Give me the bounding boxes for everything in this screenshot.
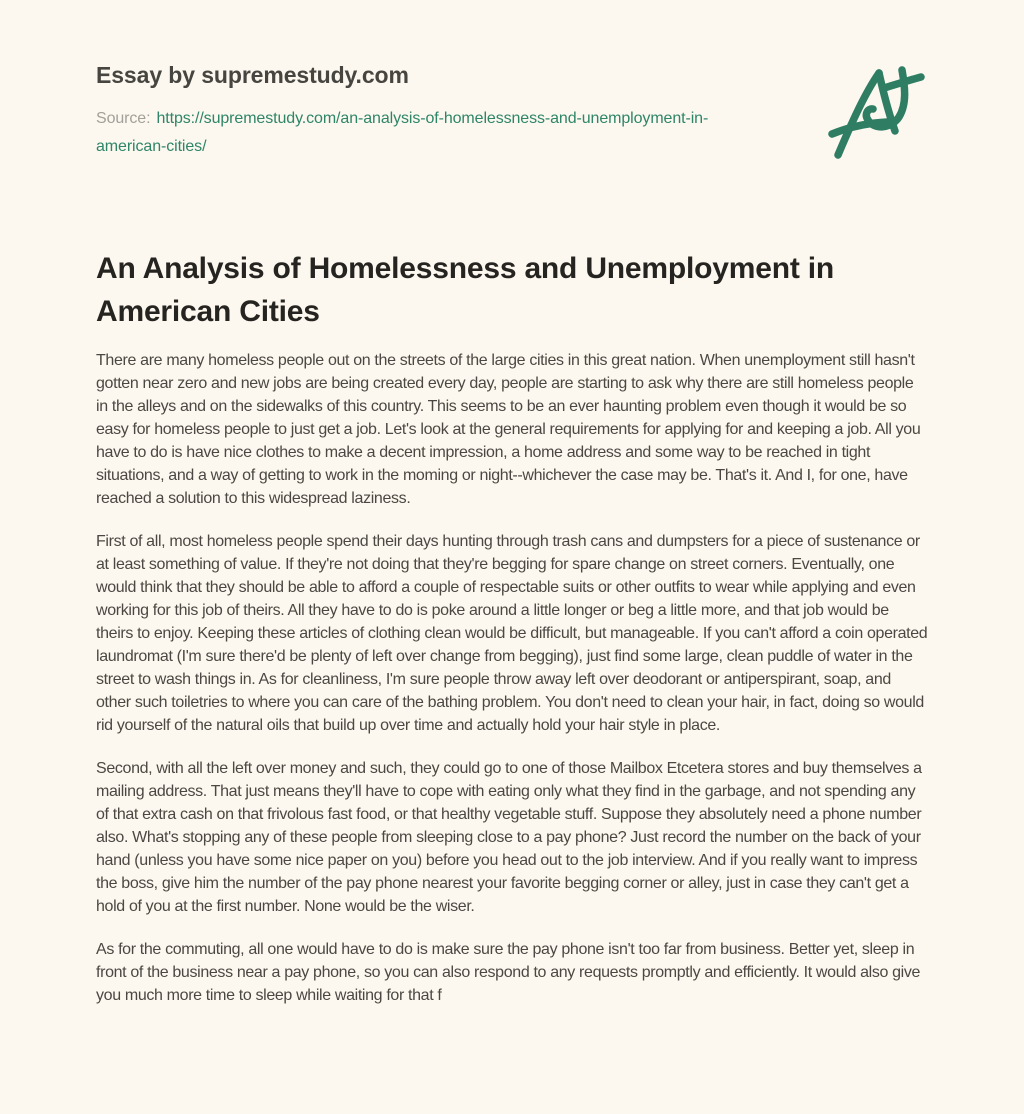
- a-plus-logo-icon: [828, 64, 928, 160]
- header-text-block: [96, 62, 776, 161]
- source-label: Source:: [96, 110, 151, 127]
- source-line: [96, 105, 776, 161]
- essay-paragraph-4: As for the commuting, all one would have to do is make sure the pay phone isn't too far from business. Better yet, sleep in front of the business near a pay phone, so you can also respond to any requests promptly and efficiently. It would also give you much more time to sleep while waiting for that f: [96, 941, 921, 1004]
- document-header: [96, 62, 928, 161]
- essay-paragraph-1: There are many homeless people out on the streets of the large cities in this great nation. When unemployment still hasn't gotten near zero and new jobs are being created every day, people are starting to ask why there are still homeless people in the alleys and on the sidewalks of this country. This seems to be an ever haunting problem even though it would be so easy for homeless people to just get a job. Let's look at the general requirements for applying for and keeping a job. All you have to do is have nice clothes to make a decent impression, a home address and some way to be reached in tight situations, and a way of getting to work in the moming or night--whichever the case may be. That's it. And I, for one, have reached a solution to this widespread laziness.: [96, 352, 921, 507]
- source-link[interactable]: https://supremestudy.com/an-analysis-of-homelessness-and-unemployment-in-american-cities/: [96, 110, 709, 155]
- site-title: Essay by supremestudy.com: [96, 62, 409, 88]
- essay-title: An Analysis of Homelessness and Unemployment in American Cities: [96, 252, 835, 328]
- essay-paragraph-2: First of all, most homeless people spend their days hunting through trash cans and dumpsters for a piece of sustenance or at least something of value. If they're not doing that they're begging for spare change on street corners. Eventually, one would think that they should be able to afford a couple of respectable suits or other outfits to wear while applying and even working for this job of theirs. All they have to do is poke around a little longer or beg a little more, and that job would be theirs to enjoy. Keeping these articles of clothing clean would be difficult, but manageable. If you can't afford a coin operated laundromat (I'm sure there'd be plenty of left over change from begging), just find some large, clean puddle of water in the street to wash things in. As for cleanliness, I'm sure people throw away left over deodorant or antiperspirant, soap, and other such toiletries to where you can care of the bathing problem. You don't need to clean your hair, in fact, doing so would rid yourself of the natural oils that build up over time and actually hold your hair style in place.: [96, 533, 928, 734]
- essay-paragraph-3: Second, with all the left over money and such, they could go to one of those Mailbox Etcetera stores and buy themselves a mailing address. That just means they'll have to cope with eating only what they find in the garbage, and not spending any of that extra cash on that frivolous fast food, or that healthy vegetable stuff. Suppose they absolutely need a phone number also. What's stopping any of these people from sleeping close to a pay phone? Just record the number on the back of your hand (unless you have some nice paper on you) before you head out to the job interview. And if you really want to impress the boss, give him the number of the pay phone nearest your favorite begging corner or alley, just in case they can't get a hold of you at the first number. None would be the wiser.: [96, 760, 922, 915]
